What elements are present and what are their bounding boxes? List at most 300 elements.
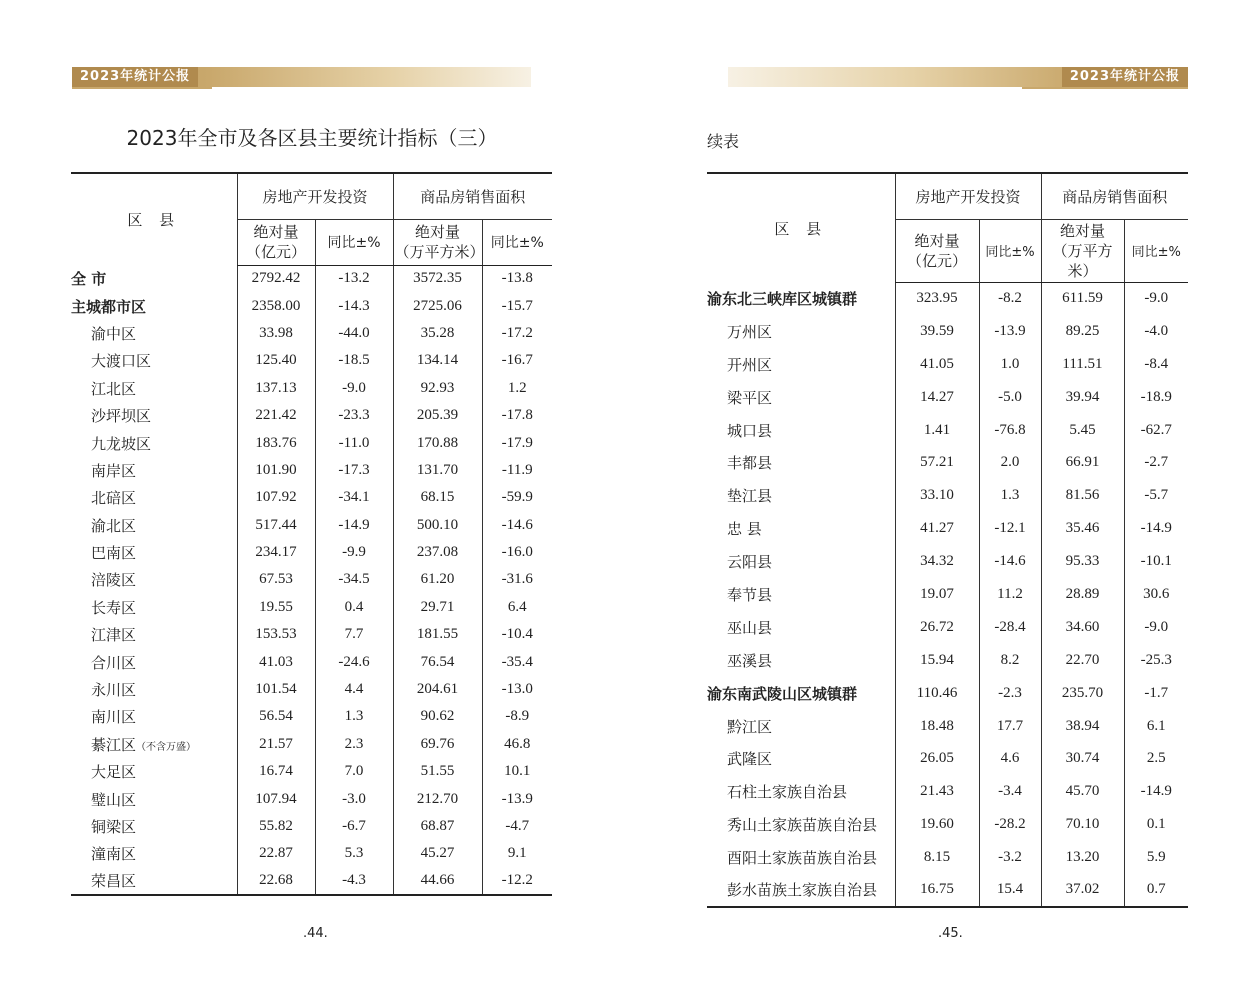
invest-abs-cell: 18.48 — [895, 710, 979, 743]
district-name — [707, 611, 895, 644]
col-sales-group: 商品房销售面积 — [393, 173, 552, 219]
district-name — [71, 320, 237, 347]
sales-abs-cell: 611.59 — [1041, 282, 1124, 315]
invest-abs-cell: 101.90 — [237, 457, 315, 484]
sales-yoy-cell: -8.9 — [482, 703, 552, 730]
table-row — [71, 868, 552, 895]
district-name-text: 渝中区 — [91, 324, 137, 343]
invest-abs-cell: 107.94 — [237, 785, 315, 812]
table-row — [707, 414, 1188, 447]
district-name — [71, 347, 237, 374]
sales-abs-cell: 204.61 — [393, 676, 482, 703]
district-name-text: 渝东北三峡库区城镇群 — [707, 289, 858, 308]
sales-yoy-cell: 46.8 — [482, 731, 552, 758]
sales-yoy-cell: -14.9 — [1124, 512, 1188, 545]
district-name-text: 云阳县 — [727, 553, 773, 572]
sales-abs-cell: 44.66 — [393, 868, 482, 895]
sales-abs-cell: 92.93 — [393, 375, 482, 402]
table-row — [707, 545, 1188, 578]
table-row — [707, 348, 1188, 381]
sales-yoy-cell: -16.0 — [482, 539, 552, 566]
invest-abs-cell: 21.43 — [895, 775, 979, 808]
invest-abs-cell: 137.13 — [237, 375, 315, 402]
table-row — [71, 703, 552, 730]
invest-yoy-cell: -44.0 — [315, 320, 393, 347]
invest-yoy-cell: -17.3 — [315, 457, 393, 484]
invest-abs-cell: 33.10 — [895, 479, 979, 512]
invest-abs-cell: 107.92 — [237, 484, 315, 511]
district-name-text: 大渡口区 — [91, 352, 152, 371]
invest-abs-cell: 153.53 — [237, 621, 315, 648]
left-header-label: 2023年统计公报 — [72, 67, 198, 87]
table-row — [71, 292, 552, 319]
district-name-text: 忠 县 — [727, 520, 762, 539]
right-page-number: .45. — [938, 926, 963, 941]
district-name-text: 主城都市区 — [71, 297, 147, 316]
col-district: 区 县 — [71, 173, 237, 265]
district-name-text: 巫山县 — [727, 618, 773, 637]
district-name — [707, 446, 895, 479]
district-name — [71, 457, 237, 484]
sales-abs-cell: 3572.35 — [393, 265, 482, 292]
invest-yoy-cell: 5.3 — [315, 840, 393, 867]
sales-abs-cell: 68.87 — [393, 813, 482, 840]
district-name — [707, 578, 895, 611]
continued-label: 续表 — [707, 132, 740, 151]
district-name — [707, 381, 895, 414]
table-row — [71, 813, 552, 840]
table-row — [71, 320, 552, 347]
sales-abs-cell: 95.33 — [1041, 545, 1124, 578]
district-name-text: 江津区 — [91, 626, 137, 645]
sales-yoy-cell: -8.4 — [1124, 348, 1188, 381]
sales-yoy-cell: -17.9 — [482, 429, 552, 456]
table-row — [707, 611, 1188, 644]
district-name-text: 渝北区 — [91, 516, 137, 535]
sales-abs-cell: 45.27 — [393, 840, 482, 867]
invest-yoy-cell: -8.2 — [979, 282, 1041, 315]
invest-abs-cell: 19.55 — [237, 594, 315, 621]
sales-yoy-cell: -13.8 — [482, 265, 552, 292]
district-name — [71, 868, 237, 895]
sales-abs-cell: 28.89 — [1041, 578, 1124, 611]
district-name — [707, 710, 895, 743]
table-row — [71, 621, 552, 648]
district-name — [71, 512, 237, 539]
invest-abs-cell: 125.40 — [237, 347, 315, 374]
district-name — [707, 414, 895, 447]
district-name-text: 九龙坡区 — [91, 434, 152, 453]
sales-yoy-cell: -15.7 — [482, 292, 552, 319]
right-header-underline — [1022, 87, 1188, 89]
invest-yoy-cell: -13.9 — [979, 315, 1041, 348]
invest-yoy-cell: -2.3 — [979, 677, 1041, 710]
district-name — [707, 512, 895, 545]
sales-yoy-cell: -16.7 — [482, 347, 552, 374]
district-name — [707, 677, 895, 710]
table-row — [707, 446, 1188, 479]
table-row — [71, 676, 552, 703]
sales-abs-cell: 13.20 — [1041, 841, 1124, 874]
invest-yoy-cell: -3.4 — [979, 775, 1041, 808]
district-name-text: 彭水苗族土家族自治县 — [727, 881, 878, 900]
invest-yoy-cell: -34.1 — [315, 484, 393, 511]
district-name-text: 奉节县 — [727, 585, 773, 604]
invest-yoy-cell: -3.2 — [979, 841, 1041, 874]
district-name-text: 垫江县 — [727, 487, 773, 506]
table-row — [71, 648, 552, 675]
invest-abs-cell: 41.03 — [237, 648, 315, 675]
sales-yoy-cell: 0.7 — [1124, 874, 1188, 907]
page-title: 2023年全市及各区县主要统计指标（三） — [126, 126, 498, 150]
sales-yoy-cell: -9.0 — [1124, 282, 1188, 315]
district-name-text: 巴南区 — [91, 544, 137, 563]
sales-abs-cell: 111.51 — [1041, 348, 1124, 381]
sales-abs-cell: 70.10 — [1041, 808, 1124, 841]
invest-yoy-cell: -11.0 — [315, 429, 393, 456]
district-name — [71, 840, 237, 867]
invest-abs-cell: 517.44 — [237, 512, 315, 539]
district-name-text: 北碚区 — [91, 489, 137, 508]
sales-abs-cell: 22.70 — [1041, 644, 1124, 677]
invest-yoy-cell: -76.8 — [979, 414, 1041, 447]
sales-abs-cell: 66.91 — [1041, 446, 1124, 479]
sales-abs-cell: 35.46 — [1041, 512, 1124, 545]
invest-abs-cell: 22.68 — [237, 868, 315, 895]
invest-abs-cell: 101.54 — [237, 676, 315, 703]
district-name-text: 渝东南武陵山区城镇群 — [707, 684, 858, 703]
col-invest-yoy: 同比±% — [315, 219, 393, 265]
table-row — [71, 429, 552, 456]
invest-abs-cell: 19.07 — [895, 578, 979, 611]
sales-yoy-cell: -4.7 — [482, 813, 552, 840]
col-sales-group: 商品房销售面积 — [1041, 173, 1188, 219]
sales-yoy-cell: -5.7 — [1124, 479, 1188, 512]
sales-abs-cell: 38.94 — [1041, 710, 1124, 743]
invest-abs-cell: 57.21 — [895, 446, 979, 479]
sales-abs-cell: 131.70 — [393, 457, 482, 484]
district-name — [71, 539, 237, 566]
invest-abs-cell: 34.32 — [895, 545, 979, 578]
district-name — [707, 545, 895, 578]
table-row — [707, 775, 1188, 808]
sales-yoy-cell: -9.0 — [1124, 611, 1188, 644]
district-name — [71, 402, 237, 429]
district-name-text: 沙坪坝区 — [91, 407, 152, 426]
invest-yoy-cell: 7.7 — [315, 621, 393, 648]
col-invest-group: 房地产开发投资 — [237, 173, 393, 219]
district-name — [71, 265, 237, 292]
district-name — [71, 703, 237, 730]
district-name-text: 梁平区 — [727, 388, 773, 407]
invest-yoy-cell: 1.3 — [979, 479, 1041, 512]
sales-abs-cell: 39.94 — [1041, 381, 1124, 414]
sales-yoy-cell: -10.1 — [1124, 545, 1188, 578]
district-name-text: 丰都县 — [727, 454, 773, 473]
invest-yoy-cell: -18.5 — [315, 347, 393, 374]
invest-yoy-cell: 4.4 — [315, 676, 393, 703]
invest-yoy-cell: -9.9 — [315, 539, 393, 566]
district-name-text: 城口县 — [727, 421, 773, 440]
sales-abs-cell: 68.15 — [393, 484, 482, 511]
sales-yoy-cell: -59.9 — [482, 484, 552, 511]
district-note: （不含万盛） — [136, 741, 197, 753]
district-name — [71, 566, 237, 593]
table-row — [707, 315, 1188, 348]
sales-abs-cell: 212.70 — [393, 785, 482, 812]
district-name — [707, 282, 895, 315]
district-name — [707, 841, 895, 874]
sales-abs-cell: 205.39 — [393, 402, 482, 429]
table-row — [71, 265, 552, 292]
invest-yoy-cell: 8.2 — [979, 644, 1041, 677]
invest-abs-cell: 19.60 — [895, 808, 979, 841]
district-name-text: 全 市 — [71, 270, 107, 289]
invest-abs-cell: 22.87 — [237, 840, 315, 867]
district-name — [71, 375, 237, 402]
invest-yoy-cell: 1.0 — [979, 348, 1041, 381]
invest-abs-cell: 1.41 — [895, 414, 979, 447]
district-name — [707, 775, 895, 808]
invest-yoy-cell: -5.0 — [979, 381, 1041, 414]
sales-yoy-cell: 30.6 — [1124, 578, 1188, 611]
district-name — [707, 315, 895, 348]
sales-yoy-cell: 6.4 — [482, 594, 552, 621]
table-row — [707, 512, 1188, 545]
table-row — [71, 758, 552, 785]
district-name — [71, 813, 237, 840]
invest-yoy-cell: -4.3 — [315, 868, 393, 895]
district-name — [707, 348, 895, 381]
district-name — [707, 644, 895, 677]
table-row — [707, 282, 1188, 315]
sales-abs-cell: 29.71 — [393, 594, 482, 621]
sales-yoy-cell: -35.4 — [482, 648, 552, 675]
table-row — [71, 484, 552, 511]
sales-yoy-cell: -2.7 — [1124, 446, 1188, 479]
sales-abs-cell: 51.55 — [393, 758, 482, 785]
table-row — [707, 644, 1188, 677]
invest-abs-cell: 67.53 — [237, 566, 315, 593]
invest-abs-cell: 8.15 — [895, 841, 979, 874]
table-row — [707, 841, 1188, 874]
district-name — [71, 429, 237, 456]
invest-abs-cell: 183.76 — [237, 429, 315, 456]
table-row — [71, 594, 552, 621]
district-name — [71, 758, 237, 785]
district-name — [707, 479, 895, 512]
right-header-label: 2023年统计公报 — [1062, 67, 1188, 87]
table-row — [71, 566, 552, 593]
invest-yoy-cell: -14.3 — [315, 292, 393, 319]
sales-abs-cell: 35.28 — [393, 320, 482, 347]
table-row — [707, 742, 1188, 775]
sales-yoy-cell: -17.2 — [482, 320, 552, 347]
invest-yoy-cell: 0.4 — [315, 594, 393, 621]
col-invest-group: 房地产开发投资 — [895, 173, 1041, 219]
sales-abs-cell: 235.70 — [1041, 677, 1124, 710]
col-district: 区 县 — [707, 173, 895, 282]
sales-abs-cell: 37.02 — [1041, 874, 1124, 907]
col-sales-abs: 绝对量 （万平方米） — [393, 219, 482, 265]
invest-yoy-cell: -14.6 — [979, 545, 1041, 578]
sales-abs-cell: 90.62 — [393, 703, 482, 730]
district-name-text: 黔江区 — [727, 717, 773, 736]
col-invest-abs: 绝对量 （亿元） — [237, 219, 315, 265]
col-sales-yoy: 同比±% — [1124, 219, 1188, 282]
district-name-text: 綦江区 — [91, 735, 137, 754]
sales-abs-cell: 76.54 — [393, 648, 482, 675]
table-row — [707, 479, 1188, 512]
table-row — [707, 677, 1188, 710]
invest-yoy-cell: 1.3 — [315, 703, 393, 730]
sales-yoy-cell: -13.9 — [482, 785, 552, 812]
sales-yoy-cell: 9.1 — [482, 840, 552, 867]
invest-yoy-cell: 11.2 — [979, 578, 1041, 611]
sales-yoy-cell: 0.1 — [1124, 808, 1188, 841]
invest-abs-cell: 2358.00 — [237, 292, 315, 319]
left-stat-table — [71, 172, 552, 896]
sales-yoy-cell: -12.2 — [482, 868, 552, 895]
sales-yoy-cell: -14.6 — [482, 512, 552, 539]
table-row — [71, 512, 552, 539]
left-header-underline — [72, 87, 212, 89]
invest-yoy-cell: 4.6 — [979, 742, 1041, 775]
district-name — [71, 731, 237, 758]
district-name — [71, 621, 237, 648]
sales-abs-cell: 5.45 — [1041, 414, 1124, 447]
district-name-text: 开州区 — [727, 355, 773, 374]
invest-abs-cell: 110.46 — [895, 677, 979, 710]
sales-yoy-cell: -17.8 — [482, 402, 552, 429]
district-name-text: 南川区 — [91, 708, 137, 727]
district-name — [71, 648, 237, 675]
sales-abs-cell: 45.70 — [1041, 775, 1124, 808]
district-name-text: 万州区 — [727, 322, 773, 341]
invest-yoy-cell: 2.0 — [979, 446, 1041, 479]
invest-abs-cell: 16.74 — [237, 758, 315, 785]
district-name — [71, 292, 237, 319]
invest-yoy-cell: 2.3 — [315, 731, 393, 758]
district-name-text: 武隆区 — [727, 750, 773, 769]
district-name — [71, 484, 237, 511]
table-row — [707, 808, 1188, 841]
invest-yoy-cell: -28.4 — [979, 611, 1041, 644]
left-page-number: .44. — [303, 926, 328, 941]
sales-yoy-cell: 10.1 — [482, 758, 552, 785]
district-name-text: 巫溪县 — [727, 651, 773, 670]
invest-abs-cell: 2792.42 — [237, 265, 315, 292]
invest-yoy-cell: -24.6 — [315, 648, 393, 675]
invest-abs-cell: 323.95 — [895, 282, 979, 315]
invest-abs-cell: 221.42 — [237, 402, 315, 429]
invest-abs-cell: 55.82 — [237, 813, 315, 840]
sales-abs-cell: 2725.06 — [393, 292, 482, 319]
sales-yoy-cell: -31.6 — [482, 566, 552, 593]
sales-abs-cell: 61.20 — [393, 566, 482, 593]
table-row — [707, 381, 1188, 414]
sales-yoy-cell: 5.9 — [1124, 841, 1188, 874]
sales-yoy-cell: -1.7 — [1124, 677, 1188, 710]
table-row — [707, 578, 1188, 611]
invest-yoy-cell: 15.4 — [979, 874, 1041, 907]
col-invest-abs: 绝对量 （亿元） — [895, 219, 979, 282]
district-name-text: 秀山土家族苗族自治县 — [727, 816, 878, 835]
invest-abs-cell: 26.72 — [895, 611, 979, 644]
invest-yoy-cell: -34.5 — [315, 566, 393, 593]
district-name — [71, 785, 237, 812]
district-name-text: 潼南区 — [91, 845, 137, 864]
table-row — [71, 840, 552, 867]
district-name-text: 南岸区 — [91, 461, 137, 480]
invest-yoy-cell: 7.0 — [315, 758, 393, 785]
sales-abs-cell: 181.55 — [393, 621, 482, 648]
left-header-banner — [72, 67, 531, 87]
sales-yoy-cell: -62.7 — [1124, 414, 1188, 447]
sales-abs-cell: 34.60 — [1041, 611, 1124, 644]
district-name — [707, 874, 895, 907]
district-name — [71, 676, 237, 703]
col-invest-yoy: 同比±% — [979, 219, 1041, 282]
invest-abs-cell: 41.27 — [895, 512, 979, 545]
invest-yoy-cell: -3.0 — [315, 785, 393, 812]
sales-abs-cell: 81.56 — [1041, 479, 1124, 512]
sales-abs-cell: 237.08 — [393, 539, 482, 566]
sales-yoy-cell: 1.2 — [482, 375, 552, 402]
right-header-banner — [728, 67, 1188, 87]
table-row — [71, 539, 552, 566]
invest-abs-cell: 56.54 — [237, 703, 315, 730]
invest-yoy-cell: 17.7 — [979, 710, 1041, 743]
district-name — [71, 594, 237, 621]
district-name — [707, 808, 895, 841]
district-name-text: 铜梁区 — [91, 818, 137, 836]
invest-abs-cell: 41.05 — [895, 348, 979, 381]
sales-yoy-cell: 2.5 — [1124, 742, 1188, 775]
sales-abs-cell: 170.88 — [393, 429, 482, 456]
invest-abs-cell: 16.75 — [895, 874, 979, 907]
invest-abs-cell: 15.94 — [895, 644, 979, 677]
invest-yoy-cell: -14.9 — [315, 512, 393, 539]
sales-abs-cell: 30.74 — [1041, 742, 1124, 775]
table-row — [71, 402, 552, 429]
table-row — [71, 347, 552, 374]
sales-yoy-cell: -11.9 — [482, 457, 552, 484]
invest-abs-cell: 26.05 — [895, 742, 979, 775]
district-name-text: 永川区 — [91, 681, 137, 700]
table-row — [71, 375, 552, 402]
district-name-text: 合川区 — [91, 653, 137, 672]
invest-abs-cell: 234.17 — [237, 539, 315, 566]
district-name — [707, 742, 895, 775]
sales-yoy-cell: -10.4 — [482, 621, 552, 648]
col-sales-abs: 绝对量 （万平方米） — [1041, 219, 1124, 282]
sales-yoy-cell: -18.9 — [1124, 381, 1188, 414]
invest-abs-cell: 21.57 — [237, 731, 315, 758]
district-name-text: 酉阳土家族苗族自治县 — [727, 849, 878, 868]
district-name-text: 石柱土家族自治县 — [727, 783, 848, 802]
district-name-text: 大足区 — [91, 763, 137, 782]
invest-yoy-cell: -23.3 — [315, 402, 393, 429]
invest-yoy-cell: -12.1 — [979, 512, 1041, 545]
right-stat-table — [707, 172, 1188, 908]
sales-yoy-cell: -4.0 — [1124, 315, 1188, 348]
sales-abs-cell: 134.14 — [393, 347, 482, 374]
district-name-text: 璧山区 — [91, 790, 137, 809]
table-row — [71, 457, 552, 484]
district-name-text: 长寿区 — [91, 598, 137, 617]
sales-abs-cell: 69.76 — [393, 731, 482, 758]
